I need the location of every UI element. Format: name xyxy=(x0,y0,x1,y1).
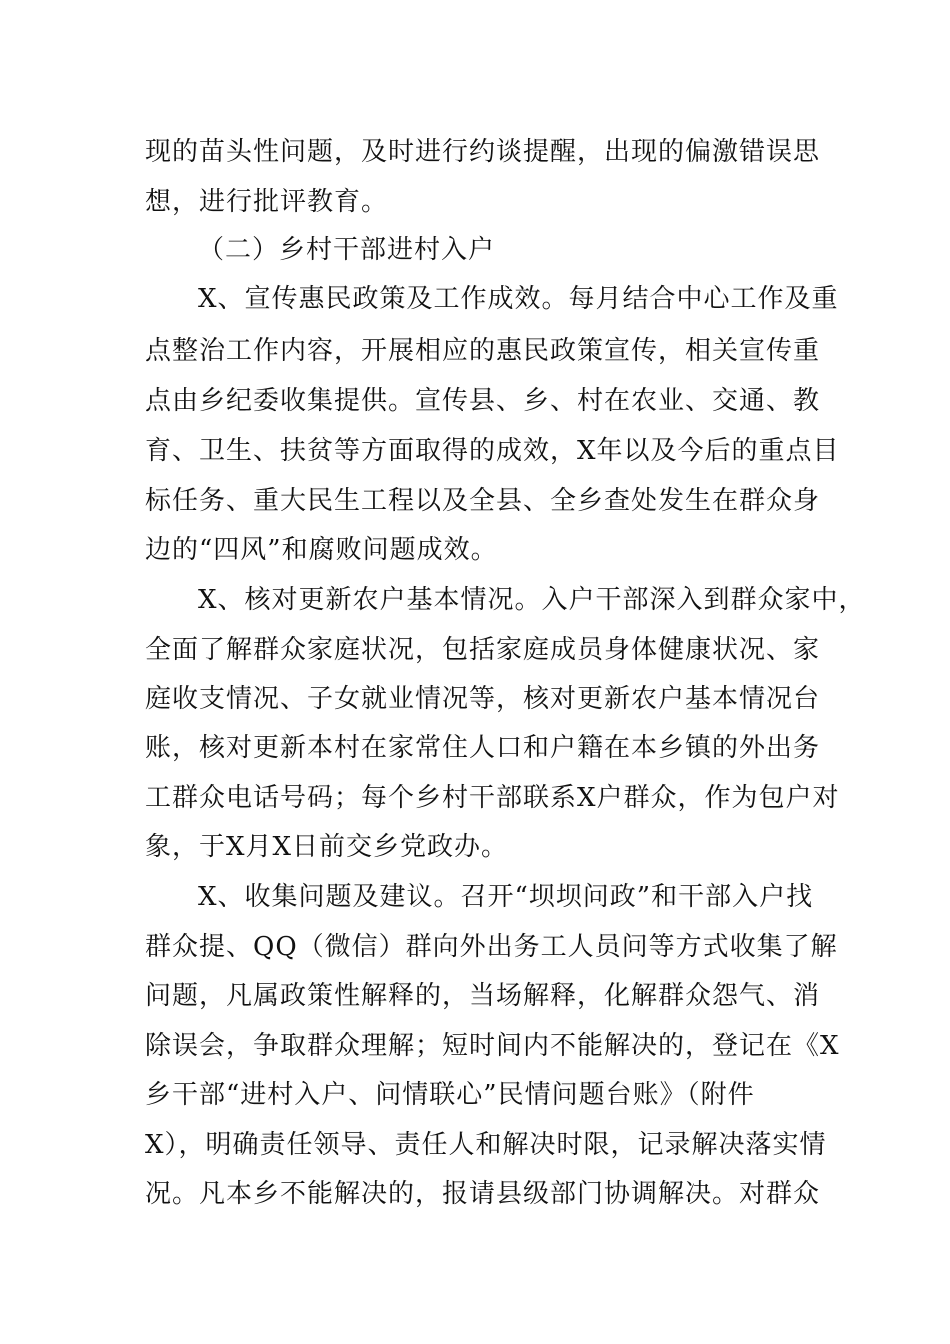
text-line-11: 全面了解群众家庭状况，包括家庭成员身体健康状况、家 xyxy=(145,635,821,665)
text-line-1: 现的苗头性问题，及时进行约谈提醒，出现的偏激错误思 xyxy=(145,137,821,167)
text-line-15: 象，于X月X日前交乡党政办。 xyxy=(145,832,509,862)
text-line-14: 工群众电话号码；每个乡村干部联系X户群众，作为包户对 xyxy=(145,783,840,813)
text-line-21: X），明确责任领导、责任人和解决时限，记录解决落实情 xyxy=(145,1130,827,1160)
text-line-7: 育、卫生、扶贫等方面取得的成效，X年以及今后的重点目 xyxy=(145,436,840,466)
text-line-5: 点整治工作内容，开展相应的惠民政策宣传，相关宣传重 xyxy=(145,336,821,366)
text-line-2: 想，进行批评教育。 xyxy=(145,187,389,217)
text-line-10: X、核对更新农户基本情况。入户干部深入到群众家中， xyxy=(198,585,866,615)
text-line-16: X、收集问题及建议。召开“坝坝问政”和干部入户找 xyxy=(198,882,814,912)
text-line-9: 边的“四风”和腐败问题成效。 xyxy=(145,535,498,565)
text-line-20: 乡干部“进村入户、问情联心”民情问题台账》（附件 xyxy=(145,1080,755,1110)
text-line-22: 况。凡本乡不能解决的，报请县级部门协调解决。对群众 xyxy=(145,1179,821,1209)
section-heading: （二）乡村干部进村入户 xyxy=(198,235,496,265)
text-line-13: 账，核对更新本村在家常住人口和户籍在本乡镇的外出务 xyxy=(145,733,821,763)
text-line-18: 问题，凡属政策性解释的，当场解释，化解群众怨气、消 xyxy=(145,981,821,1011)
text-line-12: 庭收支情况、子女就业情况等，核对更新农户基本情况台 xyxy=(145,684,821,714)
text-line-17: 群众提、QQ（微信）群向外出务工人员问等方式收集了解 xyxy=(145,932,838,962)
text-line-8: 标任务、重大民生工程以及全县、全乡查处发生在群众身 xyxy=(145,486,821,516)
text-line-19: 除误会，争取群众理解；短时间内不能解决的，登记在《X xyxy=(145,1031,840,1061)
text-line-4: X、宣传惠民政策及工作成效。每月结合中心工作及重 xyxy=(198,284,839,314)
text-line-6: 点由乡纪委收集提供。宣传县、乡、村在农业、交通、教 xyxy=(145,386,821,416)
